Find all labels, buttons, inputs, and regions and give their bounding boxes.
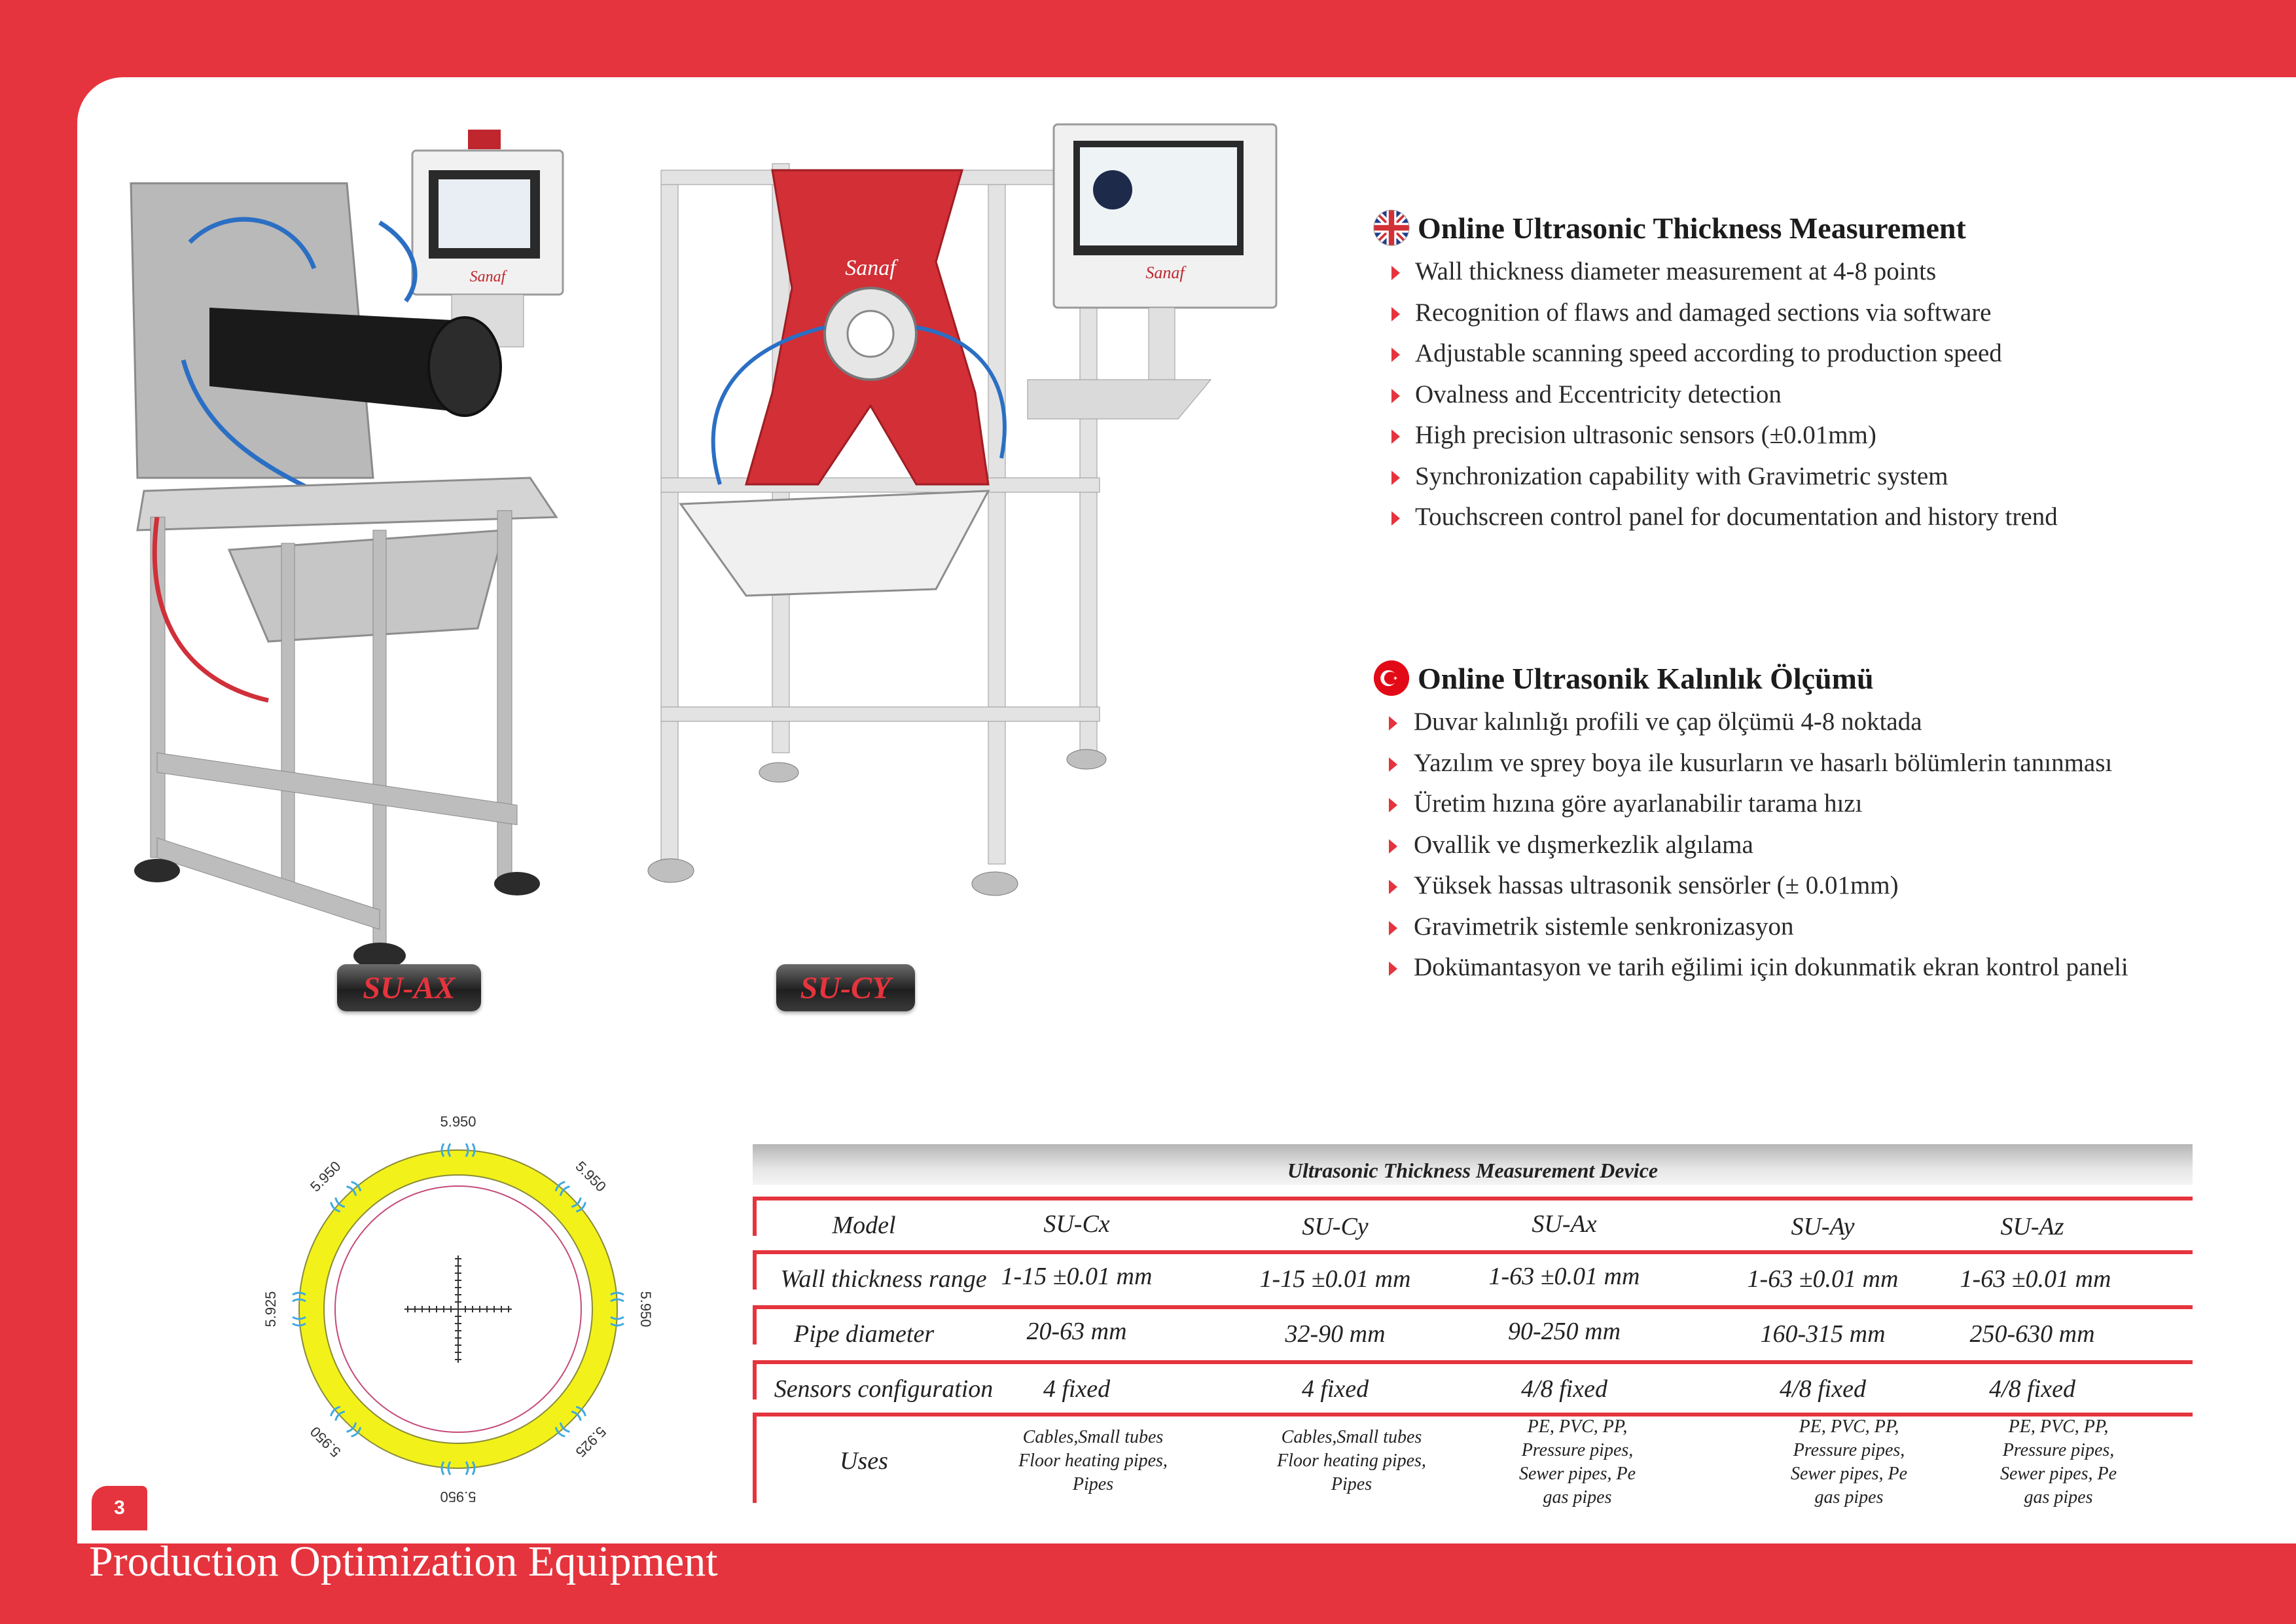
list-item: Dokümantasyon ve tarih eğilimi için dokunmatik ekran kontrol paneli bbox=[1373, 947, 2244, 988]
list-item: Touchscreen control panel for documentation and history trend bbox=[1373, 497, 2244, 538]
turkish-feature-list bbox=[1373, 702, 2244, 988]
footer-title: Production Optimization Equipment bbox=[89, 1538, 718, 1585]
chevron-right-icon bbox=[1389, 962, 1397, 976]
list-item: Duvar kalınlığı profili ve çap ölçümü 4-8 noktada bbox=[1373, 702, 2244, 743]
english-section bbox=[1373, 208, 2244, 538]
chevron-right-icon bbox=[1389, 921, 1397, 935]
list-item: Yazılım ve sprey boya ile kusurların ve hasarlı bölümlerin tanınması bbox=[1373, 743, 2244, 784]
spec-table-title: Ultrasonic Thickness Measurement Device bbox=[1287, 1159, 1659, 1182]
su-ax-label: SU-AX bbox=[337, 964, 481, 1011]
thickness-ring-diagram bbox=[249, 1106, 668, 1512]
list-item: Yüksek hassas ultrasonik sensörler (± 0.01mm) bbox=[1373, 865, 2244, 907]
gauge-reading: 5.925 bbox=[572, 1423, 610, 1461]
english-feature-list bbox=[1373, 251, 2244, 538]
table-row: Wall thickness range 1-15 ±0.01 mm 1-15 ±0.01 mm 1-63 ±0.01 mm 1-63 ±0.01 mm 1-63 ±0.01 mm bbox=[753, 1250, 2193, 1305]
chevron-right-icon bbox=[1391, 511, 1400, 526]
list-item: Ovalness and Eccentricity detection bbox=[1373, 374, 2244, 416]
chevron-right-icon bbox=[1391, 348, 1400, 362]
row-label-model: Model bbox=[832, 1212, 896, 1239]
list-item: Üretim hızına göre ayarlanabilir tarama hızı bbox=[1373, 784, 2244, 825]
english-title: Online Ultrasonic Thickness Measurement bbox=[1418, 211, 1966, 245]
su-cy-machine-photo bbox=[622, 118, 1289, 923]
svg-text:Sanaf: Sanaf bbox=[845, 256, 896, 280]
gauge-reading: 5.950 bbox=[440, 1113, 476, 1130]
row-label-sensors: Sensors configuration bbox=[774, 1375, 994, 1403]
gauge-reading: 5.925 bbox=[262, 1291, 279, 1327]
list-item: Ovallik ve dışmerkezlik algılama bbox=[1373, 825, 2244, 866]
row-label-wall-thickness: Wall thickness range bbox=[780, 1265, 987, 1293]
chevron-right-icon bbox=[1389, 839, 1397, 854]
chevron-right-icon bbox=[1389, 757, 1397, 772]
table-row: Pipe diameter 20-63 mm 32-90 mm 90-250 mm 160-315 mm 250-630 mm bbox=[753, 1305, 2193, 1360]
turkey-flag-icon bbox=[1373, 660, 1410, 696]
list-item: Recognition of flaws and damaged sections via software bbox=[1373, 293, 2244, 334]
su-cy-label: SU-CY bbox=[776, 964, 915, 1011]
chevron-right-icon bbox=[1389, 798, 1397, 812]
list-item: Wall thickness diameter measurement at 4-8 points bbox=[1373, 251, 2244, 293]
uk-flag-icon bbox=[1373, 209, 1410, 246]
chevron-right-icon bbox=[1389, 716, 1397, 731]
turkish-title: Online Ultrasonik Kalınlık Ölçümü bbox=[1418, 661, 1874, 695]
chevron-right-icon bbox=[1389, 880, 1397, 894]
chevron-right-icon bbox=[1391, 389, 1400, 403]
row-label-uses: Uses bbox=[840, 1447, 888, 1475]
gauge-reading: 5.950 bbox=[306, 1423, 344, 1461]
list-item: Synchronization capability with Gravimetric system bbox=[1373, 456, 2244, 497]
spec-table bbox=[753, 1144, 2193, 1511]
gauge-reading: 5.950 bbox=[637, 1291, 655, 1327]
chevron-right-icon bbox=[1391, 429, 1400, 444]
chevron-right-icon bbox=[1391, 307, 1400, 321]
turkish-heading bbox=[1373, 659, 2244, 698]
row-label-pipe-diameter: Pipe diameter bbox=[793, 1320, 935, 1348]
gauge-reading: 5.950 bbox=[306, 1157, 344, 1195]
table-row: Model SU-Cx SU-Cy SU-Ax SU-Ay SU-Az bbox=[753, 1197, 2193, 1250]
turkish-section bbox=[1373, 659, 2244, 988]
gauge-reading: 5.950 bbox=[440, 1489, 476, 1506]
table-row: Uses Cables,Small tubes Floor heating pipes, Pipes Cables,Small tubes Floor heating pipes, Pipes PE, PVC, PP, Pressure pipes, Sewer pipes, Pe gas pipes PE, PVC, PP, Pressure pipes, Sewer pipes, Pe gas pipes PE, PVC, PP, Pressure pipes, Sewer pipes, Pe gas pipes bbox=[753, 1413, 2193, 1511]
table-row: Sensors configuration 4 fixed 4 fixed 4/8 fixed 4/8 fixed 4/8 fixed bbox=[753, 1360, 2193, 1413]
spec-table-header bbox=[753, 1144, 2193, 1185]
su-ax-machine-photo bbox=[98, 124, 596, 975]
list-item: High precision ultrasonic sensors (±0.01mm) bbox=[1373, 415, 2244, 456]
english-heading bbox=[1373, 208, 2244, 247]
list-item: Gravimetrik sistemle senkronizasyon bbox=[1373, 907, 2244, 948]
svg-text:Sanaf: Sanaf bbox=[1145, 263, 1185, 282]
chevron-right-icon bbox=[1391, 266, 1400, 280]
svg-text:Sanaf: Sanaf bbox=[469, 268, 506, 285]
gauge-reading: 5.950 bbox=[572, 1157, 610, 1195]
list-item: Adjustable scanning speed according to production speed bbox=[1373, 333, 2244, 374]
page-number: 3 bbox=[92, 1486, 147, 1530]
chevron-right-icon bbox=[1391, 471, 1400, 485]
